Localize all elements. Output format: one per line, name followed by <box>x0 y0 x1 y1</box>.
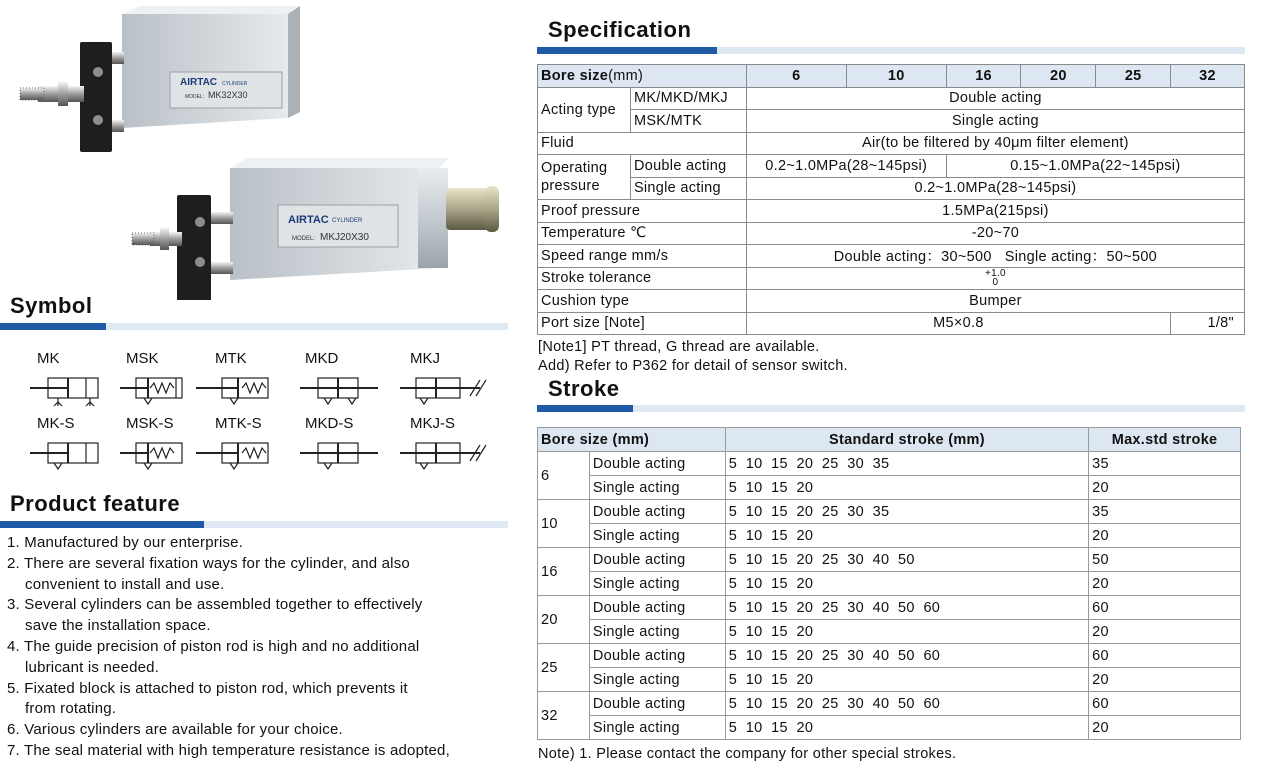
svg-text:MODEL:: MODEL: <box>292 236 316 242</box>
stroke-bore: 6 <box>538 452 590 500</box>
stroke-max: 35 <box>1089 452 1241 476</box>
symbol-mk <box>30 378 98 406</box>
acting-label: Single acting <box>589 668 725 692</box>
bore-25: 25 <box>1096 65 1171 88</box>
symbol-mkd <box>300 378 378 404</box>
stroke-row <box>538 476 1241 500</box>
stroke-row <box>538 620 1241 644</box>
stroke-max: 60 <box>1089 596 1241 620</box>
stroke-max: 60 <box>1089 692 1241 716</box>
svg-text:CYLINDER: CYLINDER <box>222 81 248 87</box>
stroke-row <box>538 692 1241 716</box>
feature-item: 2. There are several fixation ways for the cylinder, and also <box>7 554 410 572</box>
acting-label: Double acting <box>589 452 725 476</box>
spec-table: Bore size(mm) 6 10 16 20 25 32 Acting type MK/MKD/MKJ Double acting MSK/MTK Single acting Fluid Air(to be filtered by 40μm filter element) Operating pressure Double acting 0.2~1.0MPa(28~145psi) 0.15~1.0MPa(22~145psi) Single acting 0.2~1.0MPa(28~145psi) Proof pressure 1.5MPa(215psi) Temperature ℃ -20~70 Speed range mm/s Double acting：30~500 Single acting：50~500 Stroke tolerance +1.0 0 Cushion type Bumper Port size [Note] M5×0.8 1/8" <box>537 64 1245 335</box>
stroke-row <box>538 644 1241 668</box>
stroke-values: 5 10 15 20 <box>725 476 1088 500</box>
stroke-values: 5 10 15 20 <box>725 668 1088 692</box>
symbol-mkj <box>400 378 486 404</box>
stroke-bore: 10 <box>538 500 590 548</box>
symbol-label-mkj-s: MKJ-S <box>410 415 455 432</box>
symbol-msk <box>120 378 182 404</box>
stroke-max: 20 <box>1089 524 1241 548</box>
stroke-tolerance-value: +1.0 0 <box>746 267 1244 290</box>
stroke-row <box>538 572 1241 596</box>
svg-text:CYLINDER: CYLINDER <box>332 218 363 224</box>
feature-item: 4. The guide precision of piston rod is high and no additional <box>7 637 420 655</box>
product-photo <box>0 0 520 300</box>
symbol-label-mk: MK <box>37 350 60 367</box>
stroke-row <box>538 716 1241 740</box>
feature-item: 6. Various cylinders are available for your choice. <box>7 721 343 739</box>
bore-10: 10 <box>846 65 946 88</box>
stroke-max: 50 <box>1089 548 1241 572</box>
stroke-bore: 32 <box>538 692 590 740</box>
fluid-label: Fluid <box>538 132 747 155</box>
spec-header-row: Bore size(mm) 6 10 16 20 25 32 <box>538 65 1245 88</box>
stroke-values: 5 10 15 20 25 30 40 50 60 <box>725 596 1088 620</box>
symbol-mtk <box>196 378 268 404</box>
svg-text:AIRTAC: AIRTAC <box>288 214 329 226</box>
svg-text:MODEL:: MODEL: <box>185 94 205 100</box>
stroke-values: 5 10 15 20 <box>725 572 1088 596</box>
stroke-values: 5 10 15 20 25 30 35 <box>725 500 1088 524</box>
stroke-title-bar <box>537 405 1245 412</box>
stroke-max: 20 <box>1089 716 1241 740</box>
symbol-label-msk-s: MSK-S <box>126 415 174 432</box>
acting-label: Double acting <box>589 596 725 620</box>
bore-20: 20 <box>1021 65 1096 88</box>
bore-16: 16 <box>946 65 1021 88</box>
symbol-label-mkd-s: MKD-S <box>305 415 354 432</box>
stroke-row <box>538 548 1241 572</box>
stroke-max: 60 <box>1089 644 1241 668</box>
stroke-row <box>538 596 1241 620</box>
stroke-max: 20 <box>1089 572 1241 596</box>
feature-item: 1. Manufactured by our enterprise. <box>7 534 244 551</box>
model-label: MK32X30 <box>208 90 248 100</box>
symbol-label-mkj: MKJ <box>410 350 440 367</box>
cylinder-mk32-image <box>20 6 300 152</box>
stroke-values: 5 10 15 20 25 30 40 50 60 <box>725 692 1088 716</box>
stroke-bore: 16 <box>538 548 590 596</box>
symbol-label-mtk: MTK <box>215 350 247 367</box>
acting-type-label: Acting type <box>538 87 631 132</box>
cylinder-mkj20-image <box>132 158 499 300</box>
acting-label: Double acting <box>589 692 725 716</box>
stroke-row <box>538 524 1241 548</box>
acting-label: Single acting <box>589 620 725 644</box>
stroke-values: 5 10 15 20 <box>725 620 1088 644</box>
svg-text:MKJ20X30: MKJ20X30 <box>320 232 369 243</box>
brand-logo: AIRTAC <box>180 77 218 88</box>
stroke-values: 5 10 15 20 25 30 40 50 <box>725 548 1088 572</box>
feature-title-bar <box>0 521 508 528</box>
stroke-bore: 25 <box>538 644 590 692</box>
stroke-header-row: Bore size (mm) Standard stroke (mm) Max.std stroke <box>538 428 1241 452</box>
bore-32: 32 <box>1171 65 1245 88</box>
spec-title: Specification <box>548 17 692 42</box>
acting-label: Single acting <box>589 716 725 740</box>
stroke-values: 5 10 15 20 <box>725 524 1088 548</box>
symbol-label-mk-s: MK-S <box>37 415 75 432</box>
symbol-label-mkd: MKD <box>305 350 339 367</box>
spec-notes: [Note1] PT thread, G thread are available. Add) Refer to P362 for detail of sensor switch. <box>538 339 848 374</box>
spec-title-bar <box>537 47 1245 54</box>
stroke-values: 5 10 15 20 25 30 35 <box>725 452 1088 476</box>
feature-item: 5. Fixated block is attached to piston rod, which prevents it <box>7 679 408 697</box>
bore-6: 6 <box>746 65 846 88</box>
feature-item: 3. Several cylinders can be assembled together to effectively <box>7 596 423 614</box>
symbol-title: Symbol <box>10 293 93 318</box>
stroke-table <box>537 427 1241 740</box>
operating-pressure-label: Operating pressure <box>538 155 631 200</box>
acting-label: Double acting <box>589 548 725 572</box>
stroke-values: 5 10 15 20 25 30 40 50 60 <box>725 644 1088 668</box>
acting-label: Single acting <box>589 572 725 596</box>
acting-label: Double acting <box>589 644 725 668</box>
symbol-title-bar <box>0 323 508 330</box>
symbol-label-msk: MSK <box>126 350 159 367</box>
stroke-values: 5 10 15 20 <box>725 716 1088 740</box>
stroke-note: Note) 1. Please contact the company for other special strokes. <box>538 746 957 762</box>
stroke-max: 20 <box>1089 476 1241 500</box>
stroke-max: 35 <box>1089 500 1241 524</box>
feature-list: 1. Manufactured by our enterprise. 2. There are several fixation ways for the cylinder, and also convenient to install and use. 3. Several cylinders can be assembled together to effectively save the installation space. 4. The guide precision of piston rod is high and no additional lubricant is needed. 5. Fixated block is attached to piston rod, which prevents it from rotating. 6. Various cylinders are available for your choice. 7. The seal material with high temperature resistance is adopted, <box>7 533 522 762</box>
pneumatic-symbols <box>0 370 520 470</box>
stroke-bore: 20 <box>538 596 590 644</box>
stroke-title: Stroke <box>548 376 620 401</box>
acting-label: Single acting <box>589 524 725 548</box>
acting-label: Single acting <box>589 476 725 500</box>
stroke-max: 20 <box>1089 620 1241 644</box>
stroke-max: 20 <box>1089 668 1241 692</box>
stroke-row <box>538 668 1241 692</box>
symbol-label-mtk-s: MTK-S <box>215 415 262 432</box>
feature-item: 7. The seal material with high temperature resistance is adopted, <box>7 741 450 759</box>
acting-label: Double acting <box>589 500 725 524</box>
stroke-row <box>538 500 1241 524</box>
feature-title: Product feature <box>10 491 181 516</box>
stroke-row <box>538 452 1241 476</box>
